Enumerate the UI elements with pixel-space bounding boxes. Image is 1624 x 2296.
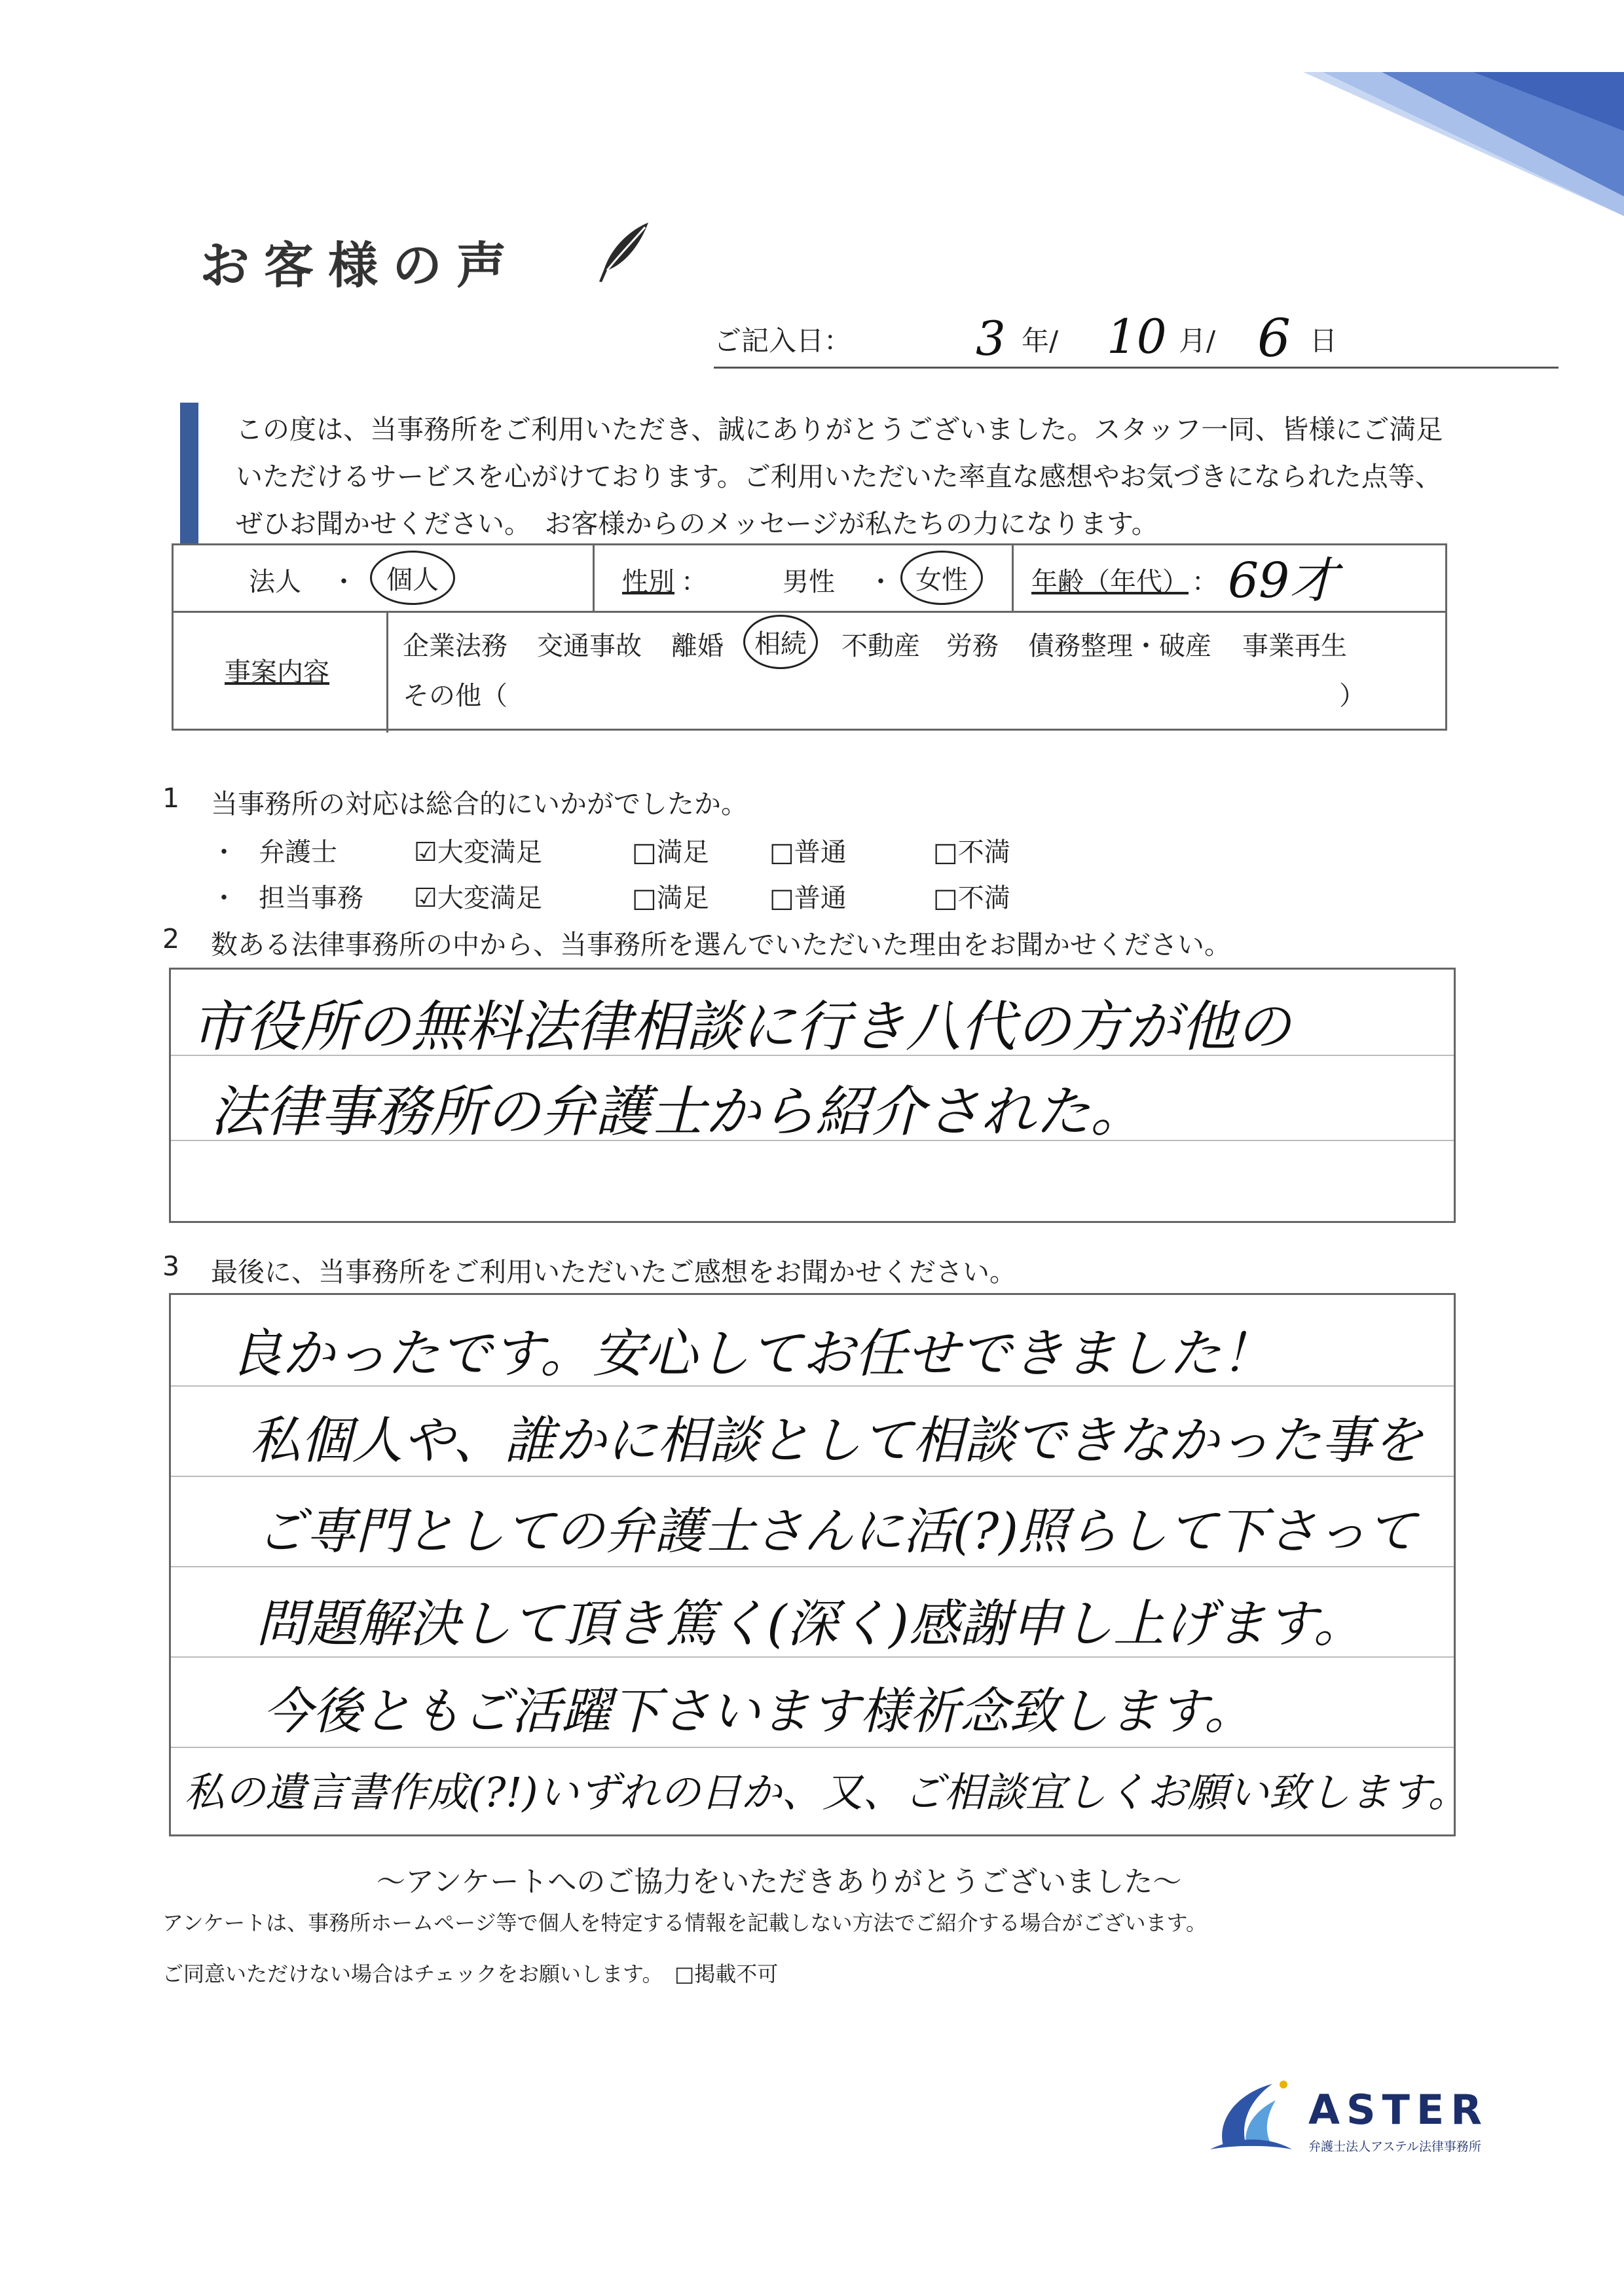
- publish-note: アンケートは、事務所ホームページ等で個人を特定する情報を記載しない方法でご紹介する場合がございます。: [162, 1910, 1207, 1935]
- q1-option[interactable]: □不満: [933, 883, 1010, 913]
- case-item: 企業法務: [403, 631, 507, 661]
- q1-row-label: 担当事務: [259, 883, 363, 913]
- case-item: 労務: [946, 631, 999, 661]
- q3-answer-line: 良かったです。安心してお任せできました！: [230, 1323, 1274, 1384]
- profile-table: [172, 543, 1447, 731]
- q1-number: 1: [162, 782, 180, 814]
- q3-answer-line: 今後ともご活躍下さいます様祈念致します。: [263, 1682, 1254, 1740]
- case-item: 交通事故: [537, 631, 642, 661]
- q3-answer-line: ご専門としての弁護士さんに活(?)照らして下さって: [256, 1502, 1417, 1560]
- q2-answer-line: 法律事務所の弁護士から紹介された。: [210, 1080, 1146, 1144]
- age-label: 年齢（年代）: [1031, 567, 1189, 597]
- female-option-selected: 女性: [900, 551, 983, 605]
- logo-subtitle: 弁護士法人アステル法律事務所: [1308, 2140, 1481, 2154]
- male-option: 男性: [783, 567, 835, 597]
- q3-text: 最後に、当事務所をご利用いただいたご感想をお聞かせください。: [211, 1256, 1016, 1288]
- corp-option: 法人: [249, 567, 301, 597]
- aster-logo: [1210, 2074, 1524, 2159]
- separator: ・: [868, 567, 894, 597]
- gender-label: 性別: [622, 567, 674, 597]
- q3-answer-line: 私の遺言書作成(?!)いずれの日か、又、ご相談宜しくお願い致します。: [184, 1768, 1469, 1816]
- age-colon: ：: [1192, 567, 1218, 597]
- thanks-message: ～アンケートへのご協力をいただきありがとうございました～: [377, 1865, 1182, 1899]
- individual-option-selected: 個人: [370, 551, 455, 605]
- separator: ・: [331, 567, 357, 597]
- q1-row-label: 弁護士: [259, 837, 337, 867]
- other-label: その他（: [403, 681, 507, 711]
- intro-line: いただけるサービスを心がけております。ご利用いただいた率直な感想やお気づきになられた点等、: [236, 461, 1442, 492]
- q1-text: 当事務所の対応は総合的にいかがでしたか。: [211, 788, 748, 820]
- date-day-value: 6: [1257, 308, 1291, 369]
- q1-option[interactable]: □普通: [769, 837, 847, 867]
- q2-answer-line: 市役所の無料法律相談に行き八代の方が他の: [191, 994, 1291, 1059]
- case-item: 債務整理・破産: [1028, 631, 1211, 661]
- q2-number: 2: [162, 923, 180, 955]
- date-month-value: 10: [1107, 309, 1167, 364]
- q1-option[interactable]: □普通: [769, 883, 847, 913]
- case-item: 不動産: [841, 631, 920, 661]
- logo-name: ASTER: [1308, 2086, 1489, 2134]
- date-month-unit: 月/: [1179, 325, 1216, 357]
- date-year-value: 3: [976, 311, 1006, 366]
- q1-option[interactable]: □不満: [933, 837, 1010, 867]
- intro-line: ぜひお聞かせください。 お客様からのメッセージが私たちの力になります。: [236, 508, 1158, 539]
- no-publish-checkbox[interactable]: □掲載不可: [674, 1961, 779, 1986]
- q1-bullet: ・: [211, 837, 237, 867]
- gender-colon: ：: [681, 567, 707, 597]
- date-row: [714, 308, 1559, 369]
- case-item: 事業再生: [1242, 631, 1347, 661]
- q2-answer-box: [169, 968, 1456, 1223]
- case-label: 事案内容: [225, 657, 329, 687]
- q3-answer-line: 問題解決して頂き篤く(深く)感謝申し上げます。: [256, 1595, 1365, 1654]
- consent-note: ご同意いただけない場合はチェックをお願いします。: [162, 1961, 663, 1986]
- date-label: ご記入日：: [714, 325, 852, 357]
- q3-number: 3: [162, 1250, 180, 1282]
- q1-option[interactable]: □満足: [632, 883, 709, 913]
- corner-decoration: [1283, 0, 1624, 216]
- date-year-unit: 年/: [1022, 325, 1059, 357]
- case-item-selected: 相続: [743, 615, 818, 669]
- other-close: ）: [1339, 681, 1365, 711]
- q1-option-checked[interactable]: ☑大変満足: [414, 883, 542, 913]
- date-day-unit: 日: [1310, 325, 1338, 357]
- age-value: 69才: [1228, 553, 1338, 609]
- q1-bullet: ・: [211, 883, 237, 913]
- q1-option[interactable]: □満足: [632, 837, 709, 867]
- aster-logo-icon: [1210, 2074, 1295, 2159]
- feather-icon: [593, 219, 652, 285]
- intro-line: この度は、当事務所をご利用いただき、誠にありがとうございました。スタッフ一同、皆様にご満足: [236, 414, 1443, 445]
- q3-answer-line: 私個人や、誰かに相談として相談できなかった事を: [249, 1412, 1424, 1470]
- case-item: 離婚: [671, 631, 724, 661]
- q3-answer-box: [169, 1293, 1469, 1836]
- q2-text: 数ある法律事務所の中から、当事務所を選んでいただいた理由をお聞かせください。: [211, 929, 1231, 960]
- q1-option-checked[interactable]: ☑大変満足: [414, 837, 542, 867]
- page-title: お客様の声: [200, 236, 521, 295]
- intro-accent-bar: [180, 403, 198, 543]
- intro-text: [236, 406, 1480, 547]
